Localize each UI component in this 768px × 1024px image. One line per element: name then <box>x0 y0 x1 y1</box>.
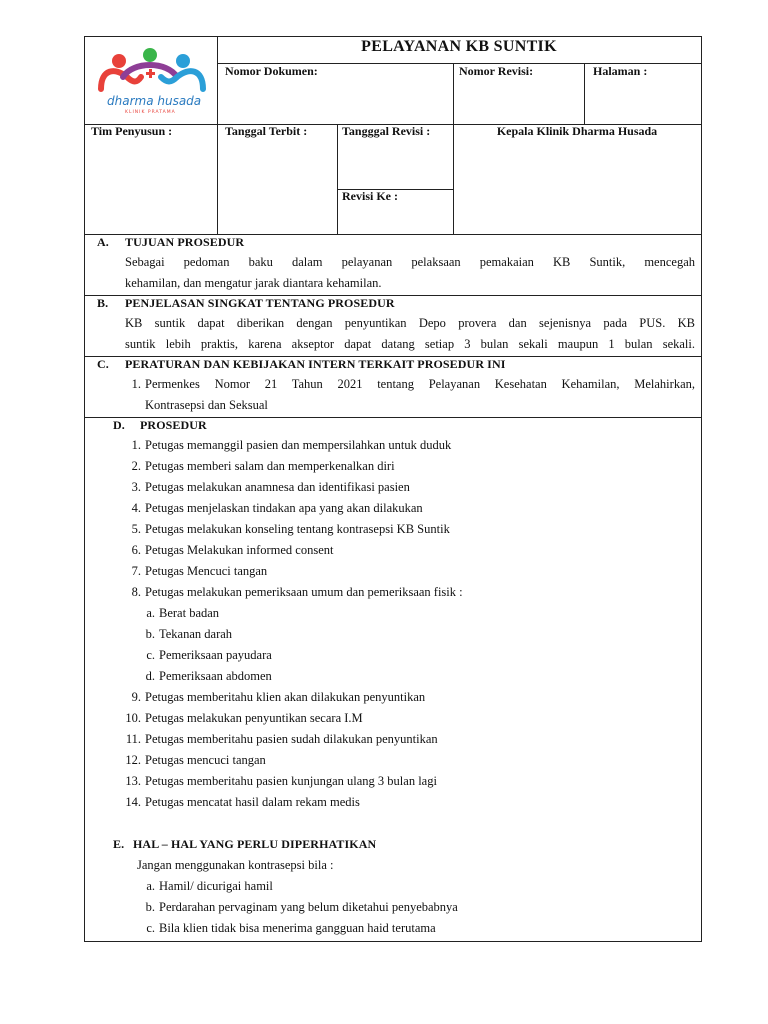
item-text: Petugas menjelaskan tindakan apa yang akan dilakukan <box>145 501 423 515</box>
procedure-item <box>121 729 695 750</box>
item-number: 3. <box>131 480 141 494</box>
item-number: 12. <box>125 753 141 767</box>
procedure-item <box>121 477 695 498</box>
item-number: 7. <box>131 564 141 578</box>
section-e-title: HAL – HAL YANG PERLU DIPERHATIKAN <box>133 837 377 851</box>
section-c-title: PERATURAN DAN KEBIJAKAN INTERN TERKAIT PROSEDUR INI <box>125 357 506 371</box>
item-text: Petugas melakukan konseling tentang kontrasepsi KB Suntik <box>145 522 450 536</box>
nomor-dokumen-label: Nomor Dokumen: <box>225 64 318 78</box>
item-text: Petugas memberitahu pasien sudah dilakukan penyuntikan <box>145 732 438 746</box>
section-c-item-number: 1. <box>131 377 141 391</box>
clinic-logo <box>93 43 211 117</box>
item-number: 5. <box>131 522 141 536</box>
section-b-text-line1: KB suntik dapat diberikan dengan penyuntikan Depo provera dan sejenisnya pada PUS. KB <box>125 316 695 330</box>
logo-sub-text: KLINIK PRATAMA <box>125 110 176 115</box>
item-number: 14. <box>125 795 141 809</box>
item-letter: c. <box>146 921 155 935</box>
procedure-item <box>121 687 695 708</box>
item-text: Pemeriksaan abdomen <box>159 669 272 683</box>
section-tujuan <box>85 234 701 296</box>
procedure-subitem <box>139 603 713 624</box>
section-penjelasan <box>85 295 701 357</box>
item-text: Perdarahan pervaginam yang belum diketahui penyebabnya <box>159 900 458 914</box>
procedure-subitem <box>139 624 713 645</box>
item-number: 6. <box>131 543 141 557</box>
section-a-text-line2: kehamilan, dan mengatur jarak diantara kehamilan. <box>125 276 382 290</box>
item-text: Petugas memberitahu pasien kunjungan ulang 3 bulan lagi <box>145 774 437 788</box>
tanggal-revisi-label: Tangggal Revisi : <box>342 124 431 138</box>
sop-document <box>84 36 702 942</box>
contraindication-item <box>139 918 713 939</box>
procedure-item <box>121 582 695 603</box>
item-number: a. <box>146 606 155 620</box>
procedure-item <box>121 540 695 561</box>
item-letter: b. <box>145 900 155 914</box>
section-perhatian <box>85 817 701 943</box>
section-d-letter: D. <box>113 418 125 432</box>
section-a-text-line1: Sebagai pedoman baku dalam pelayanan pelaksaan pemakaian KB Suntik, mencegah <box>125 255 695 269</box>
section-peraturan <box>85 356 701 418</box>
item-text: Pemeriksaan payudara <box>159 648 272 662</box>
document-header <box>85 37 701 234</box>
section-e-intro: Jangan menggunakan kontrasepsi bila : <box>137 858 334 872</box>
item-text: Petugas Melakukan informed consent <box>145 543 334 557</box>
procedure-subitem <box>139 666 713 687</box>
item-number: b. <box>145 627 155 641</box>
item-text: Hamil/ dicurigai hamil <box>159 879 273 893</box>
item-text: Petugas memanggil pasien dan mempersilahkan untuk duduk <box>145 438 452 452</box>
item-number: d. <box>145 669 155 683</box>
nomor-revisi-label: Nomor Revisi: <box>459 64 534 78</box>
item-number: c. <box>146 648 155 662</box>
revisi-ke-label: Revisi Ke : <box>342 189 398 203</box>
section-c-item-line2: Kontrasepsi dan Seksual <box>145 398 268 412</box>
procedure-item <box>121 750 695 771</box>
section-b-title: PENJELASAN SINGKAT TENTANG PROSEDUR <box>125 296 395 310</box>
item-text: Petugas melakukan pemeriksaan umum dan pemeriksaan fisik : <box>145 585 463 599</box>
tanggal-terbit-label: Tanggal Terbit : <box>225 124 308 138</box>
procedure-item <box>121 456 695 477</box>
item-number: 2. <box>131 459 141 473</box>
item-text: Petugas Mencuci tangan <box>145 564 268 578</box>
procedure-item <box>121 435 695 456</box>
item-text: Tekanan darah <box>159 627 233 641</box>
section-a-title: TUJUAN PROSEDUR <box>125 235 245 249</box>
item-number: 10. <box>125 711 141 725</box>
procedure-item <box>121 498 695 519</box>
section-c-item-line1: Permenkes Nomor 21 Tahun 2021 tentang Pelayanan Kesehatan Kehamilan, Melahirkan, <box>145 377 695 391</box>
procedure-subitem <box>139 645 713 666</box>
section-prosedur <box>85 417 701 818</box>
tim-penyusun-label: Tim Penyusun : <box>91 124 173 138</box>
item-text: Berat badan <box>159 606 220 620</box>
item-number: 13. <box>125 774 141 788</box>
procedure-item <box>121 519 695 540</box>
section-c-letter: C. <box>97 357 109 371</box>
section-a-letter: A. <box>97 235 109 249</box>
section-e-letter: E. <box>113 837 125 851</box>
kepala-klinik-label: Kepala Klinik Dharma Husada <box>496 124 658 138</box>
item-number: 8. <box>131 585 141 599</box>
item-text: Petugas mencuci tangan <box>145 753 266 767</box>
section-b-text-line2: suntik lebih praktis, karena akseptor dapat datang setiap 3 bulan sekali maupun 1 bulan sekali. <box>125 337 695 351</box>
document-title: PELAYANAN KB SUNTIK <box>361 38 557 55</box>
section-b-letter: B. <box>97 296 109 310</box>
logo-brand-text: dharma husada <box>107 94 202 108</box>
contraindication-item <box>139 876 713 897</box>
procedure-item <box>121 771 695 792</box>
item-text: Petugas mencatat hasil dalam rekam medis <box>145 795 360 809</box>
item-text: Petugas memberi salam dan memperkenalkan diri <box>145 459 395 473</box>
procedure-item <box>121 792 695 813</box>
item-number: 9. <box>131 690 141 704</box>
item-text: Petugas memberitahu klien akan dilakukan penyuntikan <box>145 690 426 704</box>
item-number: 1. <box>131 438 141 452</box>
procedure-item <box>121 561 695 582</box>
item-text: Petugas melakukan penyuntikan secara I.M <box>145 711 363 725</box>
item-text: Bila klien tidak bisa menerima gangguan haid terutama <box>159 921 436 935</box>
contraindication-item <box>139 897 713 918</box>
section-d-title: PROSEDUR <box>140 418 207 432</box>
procedure-item <box>121 708 695 729</box>
item-text: Petugas melakukan anamnesa dan identifikasi pasien <box>145 480 410 494</box>
item-number: 4. <box>131 501 141 515</box>
item-number: 11. <box>125 732 141 746</box>
halaman-label: Halaman : <box>593 64 648 78</box>
item-letter: a. <box>146 879 155 893</box>
